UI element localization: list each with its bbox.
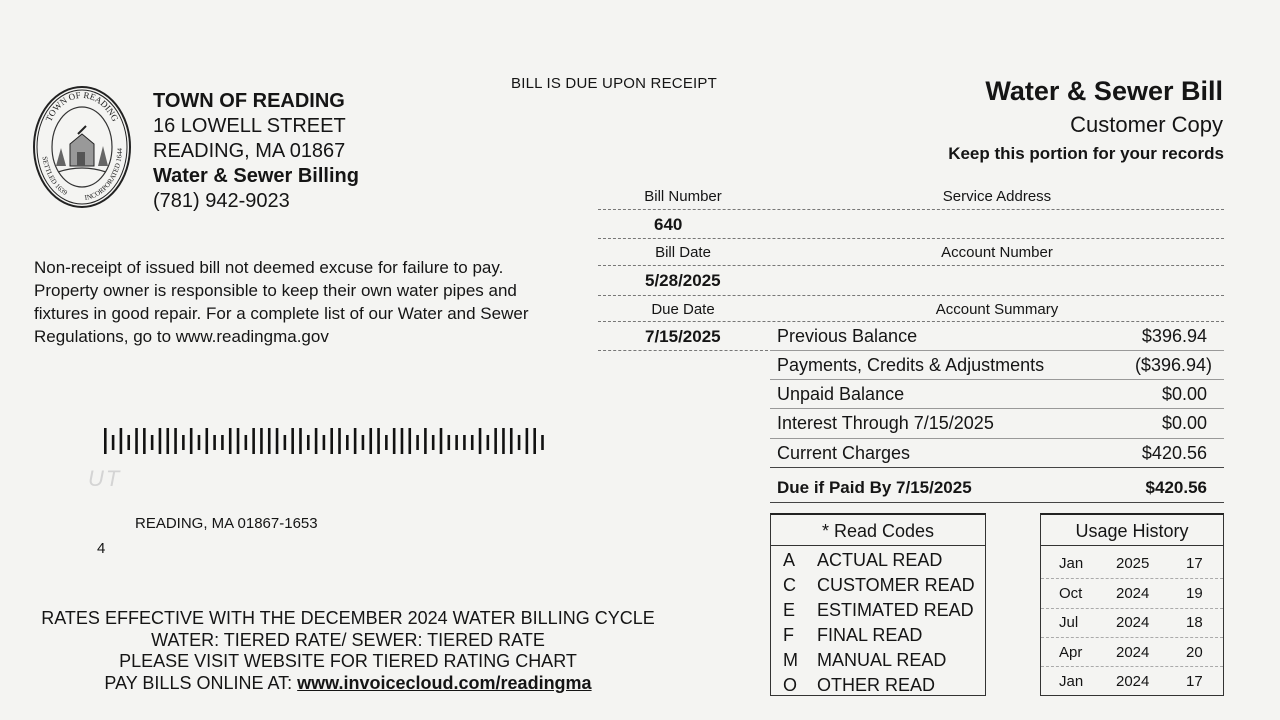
read-code-letter: O: [783, 675, 798, 695]
department-name: Water & Sewer Billing: [153, 165, 359, 187]
barcode-bar: [245, 435, 248, 450]
divider: [598, 350, 768, 351]
usage-month: Jan: [1059, 555, 1084, 572]
barcode-bar: [385, 435, 388, 450]
usage-history-title: Usage History: [1075, 521, 1189, 541]
barcode-bar: [518, 435, 521, 450]
divider: [1041, 578, 1223, 579]
barcode-bar: [104, 428, 107, 454]
barcode-bar: [487, 435, 490, 450]
bill-subtitle: Customer Copy: [1070, 112, 1223, 137]
divider: [1041, 608, 1223, 609]
barcode-bar: [135, 428, 138, 454]
town-name: TOWN OF READING: [153, 90, 345, 112]
read-code-row: [783, 625, 922, 646]
rates-line: WATER: TIERED RATE/ SEWER: TIERED RATE: [151, 629, 545, 650]
barcode-bar: [424, 428, 427, 454]
account-summary-label: Account Summary: [935, 301, 1059, 318]
read-code-letter: M: [783, 650, 798, 670]
barcode-bar: [151, 435, 154, 450]
notice-line: Property owner is responsible to keep their own water pipes and: [34, 281, 517, 300]
divider: [770, 408, 1224, 409]
barcode-bar: [526, 428, 529, 454]
summary-amount-interest: $0.00: [1161, 413, 1207, 433]
notice-line: Non-receipt of issued bill not deemed excuse for failure to pay.: [34, 258, 504, 277]
summary-amount-unpaid-balance: $0.00: [1161, 384, 1207, 404]
bill-date: 5/28/2025: [645, 271, 721, 290]
usage-month: Apr: [1059, 644, 1083, 661]
barcode-bar: [112, 435, 115, 450]
barcode-bar: [440, 428, 443, 454]
summary-label-unpaid-balance: Unpaid Balance: [777, 384, 905, 404]
divider: [598, 238, 1224, 239]
read-code-row: [783, 550, 942, 571]
barcode-bar: [205, 428, 208, 454]
divider: [598, 265, 1224, 266]
keep-note: Keep this portion for your records: [948, 144, 1224, 163]
summary-label-current-charges: Current Charges: [777, 443, 911, 463]
notice-line: Regulations, go to www.readingma.gov: [34, 327, 329, 346]
due-date: 7/15/2025: [645, 327, 721, 346]
notice-line: fixtures in good repair. For a complete list of our Water and Sewer: [34, 304, 529, 323]
usage-value: 20: [1186, 644, 1203, 661]
barcode-bar: [120, 428, 123, 454]
summary-amount-current-charges: $420.56: [1141, 443, 1207, 463]
nonreceipt-notice: [34, 256, 594, 348]
usage-month: Jul: [1059, 614, 1079, 631]
mailing-sequence: 4: [97, 540, 106, 557]
usage-value: 17: [1186, 555, 1203, 572]
barcode-bar: [260, 428, 263, 454]
divider: [1041, 545, 1223, 546]
barcode-bar: [299, 428, 302, 454]
barcode-bar: [276, 428, 279, 454]
barcode-bar: [479, 428, 482, 454]
read-code-row: [783, 600, 974, 621]
rates-line: PLEASE VISIT WEBSITE FOR TIERED RATING CHART: [119, 651, 577, 671]
barcode-bar: [127, 435, 130, 450]
barcode-bar: [213, 435, 216, 450]
town-phone: (781) 942-9023: [153, 190, 290, 212]
summary-amount-payments: ($396.94): [1134, 355, 1212, 375]
summary-label-previous-balance: Previous Balance: [777, 326, 918, 346]
svg-text:SETTLED 1639: SETTLED 1639: [40, 155, 69, 198]
barcode-bar: [494, 428, 497, 454]
bill-number-label: Bill Number: [644, 188, 722, 205]
read-code-letter: E: [783, 600, 796, 620]
divider: [770, 379, 1224, 380]
read-code-label: FINAL READ: [817, 625, 923, 645]
usage-value: 17: [1186, 673, 1203, 690]
usage-month: Oct: [1059, 585, 1083, 602]
usage-year: 2024: [1116, 614, 1150, 631]
barcode-bar: [471, 435, 474, 450]
barcode-bar: [330, 428, 333, 454]
usage-month: Jan: [1059, 673, 1084, 690]
divider: [770, 438, 1224, 439]
bill-date-label: Bill Date: [655, 244, 711, 261]
divider: [598, 321, 1224, 322]
divider: [598, 295, 1224, 296]
rates-line: RATES EFFECTIVE WITH THE DECEMBER 2024 WATER BILLING CYCLE: [41, 608, 655, 628]
barcode-bar: [533, 428, 536, 454]
barcode-bar: [229, 428, 232, 454]
barcode-bar: [362, 435, 365, 450]
barcode-bar: [354, 428, 357, 454]
barcode-bar: [143, 428, 146, 454]
read-code-label: OTHER READ: [817, 675, 936, 695]
barcode-bar: [252, 428, 255, 454]
divider: [770, 467, 1224, 468]
usage-year: 2024: [1116, 644, 1150, 661]
barcode-bar: [463, 435, 466, 450]
usage-history-box: [1040, 513, 1224, 696]
barcode-bar: [174, 428, 177, 454]
summary-amount-previous-balance: $396.94: [1141, 326, 1207, 346]
svg-text:INCORPORATED 1644: INCORPORATED 1644: [84, 148, 125, 202]
town-seal-logo: [32, 84, 132, 208]
barcode-bar: [401, 428, 404, 454]
read-codes-box: [770, 513, 986, 696]
barcode-bar: [338, 428, 341, 454]
read-code-row: [783, 650, 946, 671]
barcode-bar: [291, 428, 294, 454]
barcode-bar: [432, 435, 435, 450]
due-upon-receipt-notice: BILL IS DUE UPON RECEIPT: [511, 75, 717, 92]
divider: [771, 545, 985, 546]
barcode-bar: [323, 435, 326, 450]
barcode-bar: [502, 428, 505, 454]
summary-label-due-if-paid: Due if Paid By 7/15/2025: [777, 478, 972, 497]
usage-year: 2024: [1116, 585, 1150, 602]
usage-year: 2024: [1116, 673, 1150, 690]
divider: [1041, 666, 1223, 667]
service-address-label: Service Address: [942, 188, 1052, 205]
barcode-bar: [455, 435, 458, 450]
barcode-bar: [307, 435, 310, 450]
barcode-bar: [377, 428, 380, 454]
divider: [770, 350, 1224, 351]
barcode-bar: [221, 435, 224, 450]
mailing-city-zip: READING, MA 01867-1653: [135, 515, 318, 532]
read-code-letter: F: [783, 625, 794, 645]
barcode-bar: [182, 435, 185, 450]
read-code-label: MANUAL READ: [817, 650, 947, 670]
barcode-bar: [448, 435, 451, 450]
summary-label-payments: Payments, Credits & Adjustments: [777, 355, 1045, 375]
barcode-bar: [416, 435, 419, 450]
barcode-bar: [408, 428, 411, 454]
read-code-label: ESTIMATED READ: [817, 600, 974, 620]
summary-amount-due-if-paid: $420.56: [1145, 478, 1207, 497]
pay-online-link[interactable]: www.invoicecloud.com/readingma: [297, 672, 592, 693]
due-date-label: Due Date: [651, 301, 715, 318]
read-code-letter: A: [783, 550, 796, 570]
town-street: 16 LOWELL STREET: [153, 115, 346, 137]
barcode-bar: [510, 428, 513, 454]
divider: [770, 502, 1224, 503]
barcode-bar: [166, 428, 169, 454]
pay-online-line: [34, 673, 662, 695]
barcode-bar: [198, 435, 201, 450]
barcode-bar: [268, 428, 271, 454]
svg-text:TOWN OF READING: TOWN OF READING: [43, 89, 121, 123]
barcode-bar: [369, 428, 372, 454]
read-code-row: [783, 575, 975, 596]
read-code-letter: C: [783, 575, 796, 595]
barcode-bar: [237, 428, 240, 454]
barcode-bar: [315, 428, 318, 454]
bill-number: 640: [654, 215, 683, 234]
summary-label-interest: Interest Through 7/15/2025: [777, 413, 994, 433]
faded-mark: UT: [88, 466, 122, 491]
pay-online-prefix: PAY BILLS ONLINE AT:: [104, 672, 298, 693]
read-code-label: CUSTOMER READ: [817, 575, 975, 595]
divider: [598, 209, 1224, 210]
barcode-bar: [541, 435, 544, 450]
usage-value: 18: [1186, 614, 1203, 631]
barcode-bar: [393, 428, 396, 454]
barcode-bar: [284, 435, 287, 450]
usage-value: 19: [1186, 585, 1203, 602]
barcode-bar: [346, 435, 349, 450]
bill-title: Water & Sewer Bill: [985, 76, 1223, 106]
read-code-label: ACTUAL READ: [817, 550, 943, 570]
postal-barcode: [103, 426, 548, 456]
rates-notice: [34, 608, 662, 694]
usage-year: 2025: [1116, 555, 1150, 572]
read-codes-title: * Read Codes: [821, 521, 935, 541]
barcode-bar: [190, 428, 193, 454]
barcode-bar: [159, 428, 162, 454]
town-city-state-zip: READING, MA 01867: [153, 140, 346, 162]
divider: [1041, 637, 1223, 638]
read-code-row: [783, 675, 935, 696]
account-number-label: Account Number: [941, 244, 1053, 261]
